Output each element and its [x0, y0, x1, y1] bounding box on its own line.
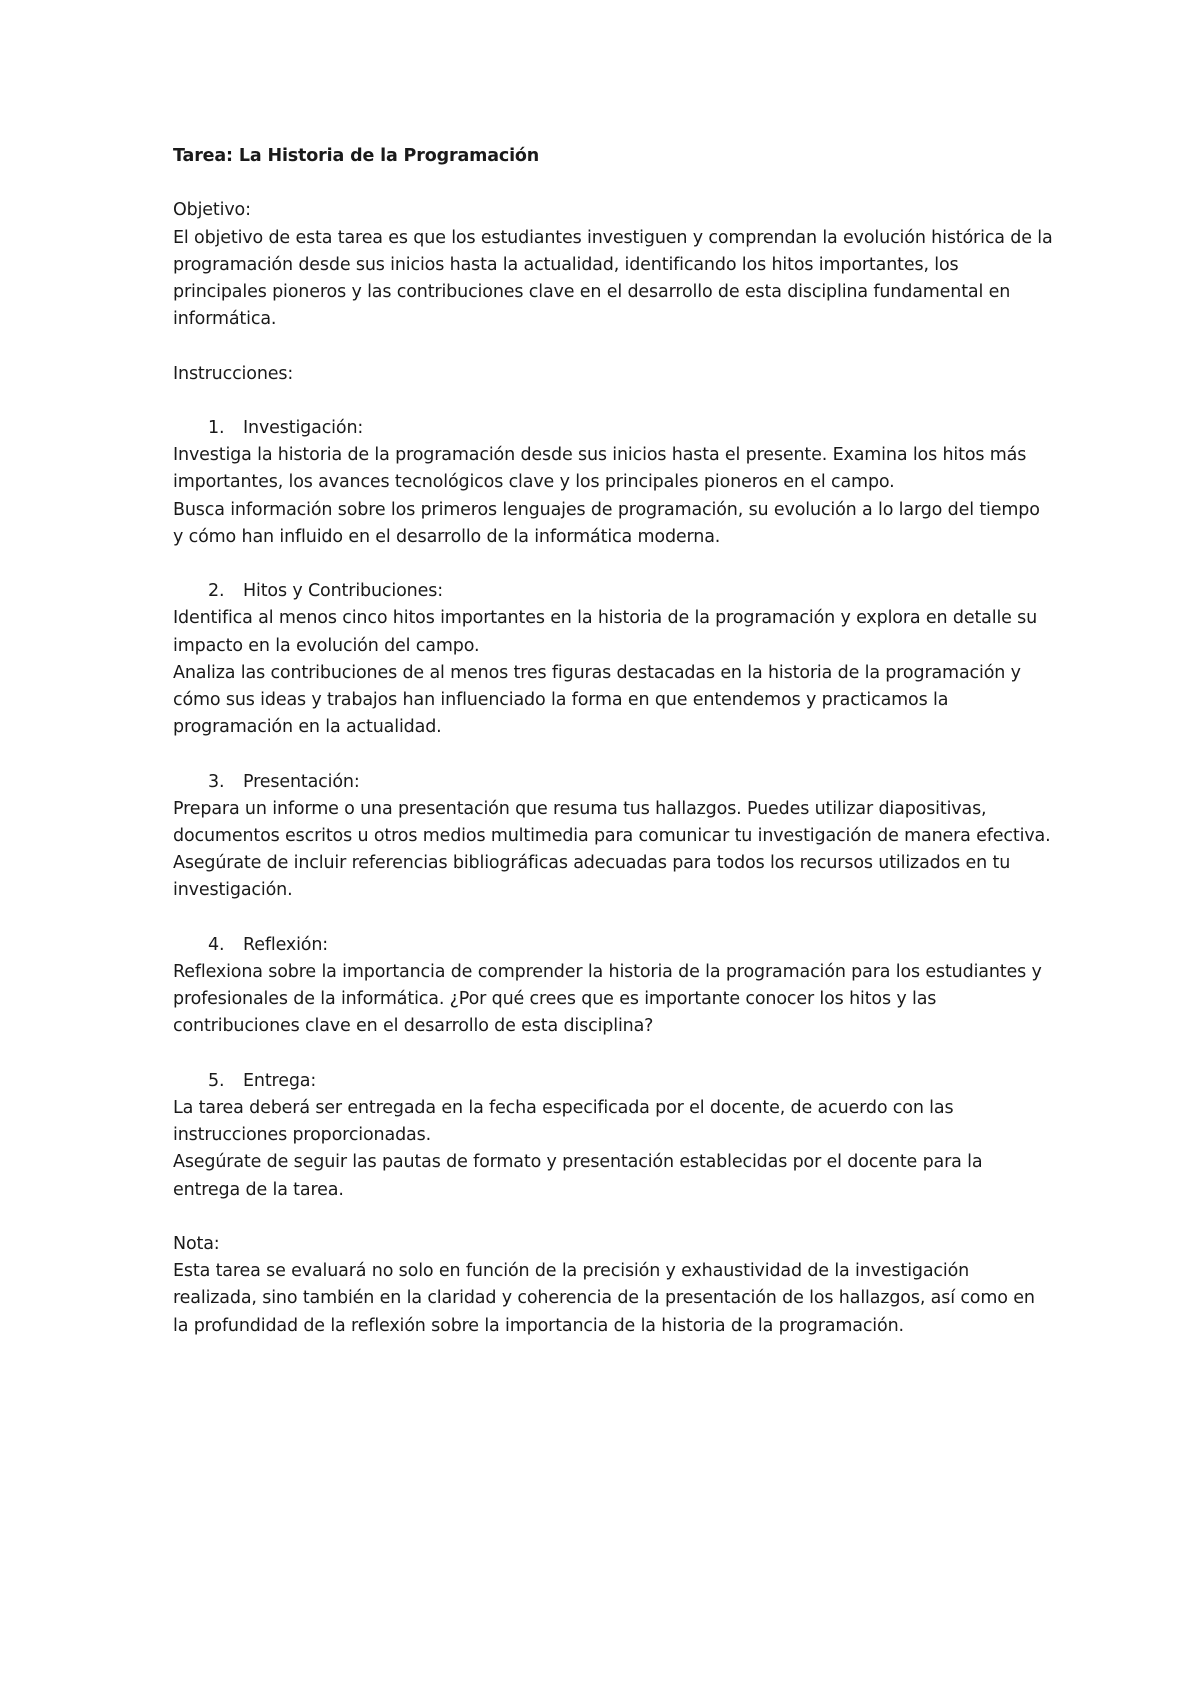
section-paragraph: Analiza las contribuciones de al menos tres figuras destacadas en la historia de la programación y cómo sus ideas y trabajos han influenciado la forma en que entendemos y practicamos la programación en la actualidad. — [173, 662, 1021, 738]
section-number: 1. — [208, 417, 225, 438]
objective-block — [173, 197, 1053, 333]
instructions-label: Instrucciones: — [173, 363, 294, 384]
section-title: Entrega: — [243, 1070, 317, 1091]
section-number: 2. — [208, 581, 225, 602]
section-heading — [173, 578, 1053, 605]
note-text: Esta tarea se evaluará no solo en función de la precisión y exhaustividad de la investigación realizada, sino también en la claridad y coherencia de la presentación de los hallazgos, así como en la profundidad de la reflexión sobre la importancia de la historia de la programación. — [173, 1261, 1035, 1336]
section-heading — [173, 932, 1053, 959]
section-paragraph: Busca información sobre los primeros lenguajes de programación, su evolución a lo largo del tiempo y cómo han influido en el desarrollo de la informática moderna. — [173, 499, 1040, 547]
objective-label: Objetivo: — [173, 200, 251, 221]
section-paragraph: Asegúrate de seguir las pautas de formato y presentación establecidas por el docente para la entrega de la tarea. — [173, 1152, 983, 1200]
section-number: 3. — [208, 771, 225, 792]
section-title: Presentación: — [243, 771, 360, 792]
section-title: Reflexión: — [243, 934, 329, 955]
section-paragraph: Prepara un informe o una presentación que resuma tus hallazgos. Puedes utilizar diapositivas, documentos escritos u otros medios multimedia para comunicar tu investigación de manera efectiva. — [173, 798, 1051, 846]
section-heading — [173, 415, 1053, 442]
section-paragraph: Asegúrate de incluir referencias bibliográficas adecuadas para todos los recursos utilizados en tu investigación. — [173, 853, 1011, 901]
objective-text: El objetivo de esta tarea es que los estudiantes investiguen y comprendan la evolución histórica de la programación desde sus inicios hasta la actualidad, identificando los hitos importantes, los principales pioneros y las contribuciones clave en el desarrollo de esta disciplina fundamental en informática. — [173, 227, 1053, 330]
section-hitos-contribuciones — [173, 578, 1053, 741]
section-entrega — [173, 1068, 1053, 1204]
document-page — [173, 143, 1053, 1340]
note-label: Nota: — [173, 1234, 220, 1254]
section-reflexion — [173, 932, 1053, 1041]
section-paragraph: Investiga la historia de la programación desde sus inicios hasta el presente. Examina los hitos más importantes, los avances tecnológicos clave y los principales pioneros en el campo. — [173, 445, 1027, 493]
section-paragraph: Identifica al menos cinco hitos importantes en la historia de la programación y explora en detalle su impacto en la evolución del campo. — [173, 608, 1038, 656]
section-title: Hitos y Contribuciones: — [243, 581, 443, 602]
section-number: 4. — [208, 934, 225, 955]
document-title: Tarea: La Historia de la Programación — [173, 146, 540, 166]
instructions-block — [173, 361, 1053, 1204]
section-paragraph: Reflexiona sobre la importancia de comprender la historia de la programación para los estudiantes y profesionales de la informática. ¿Por qué crees que es importante conocer los hitos y las contribuciones clave en el desarrollo de esta disciplina? — [173, 962, 1042, 1037]
section-paragraph: La tarea deberá ser entregada en la fecha especificada por el docente, de acuerdo con las instrucciones proporcionadas. — [173, 1098, 954, 1146]
section-number: 5. — [208, 1070, 225, 1091]
section-heading — [173, 769, 1053, 796]
section-heading — [173, 1068, 1053, 1095]
section-title: Investigación: — [243, 417, 364, 438]
note-block — [173, 1231, 1053, 1340]
section-investigacion — [173, 415, 1053, 551]
section-presentacion — [173, 769, 1053, 905]
